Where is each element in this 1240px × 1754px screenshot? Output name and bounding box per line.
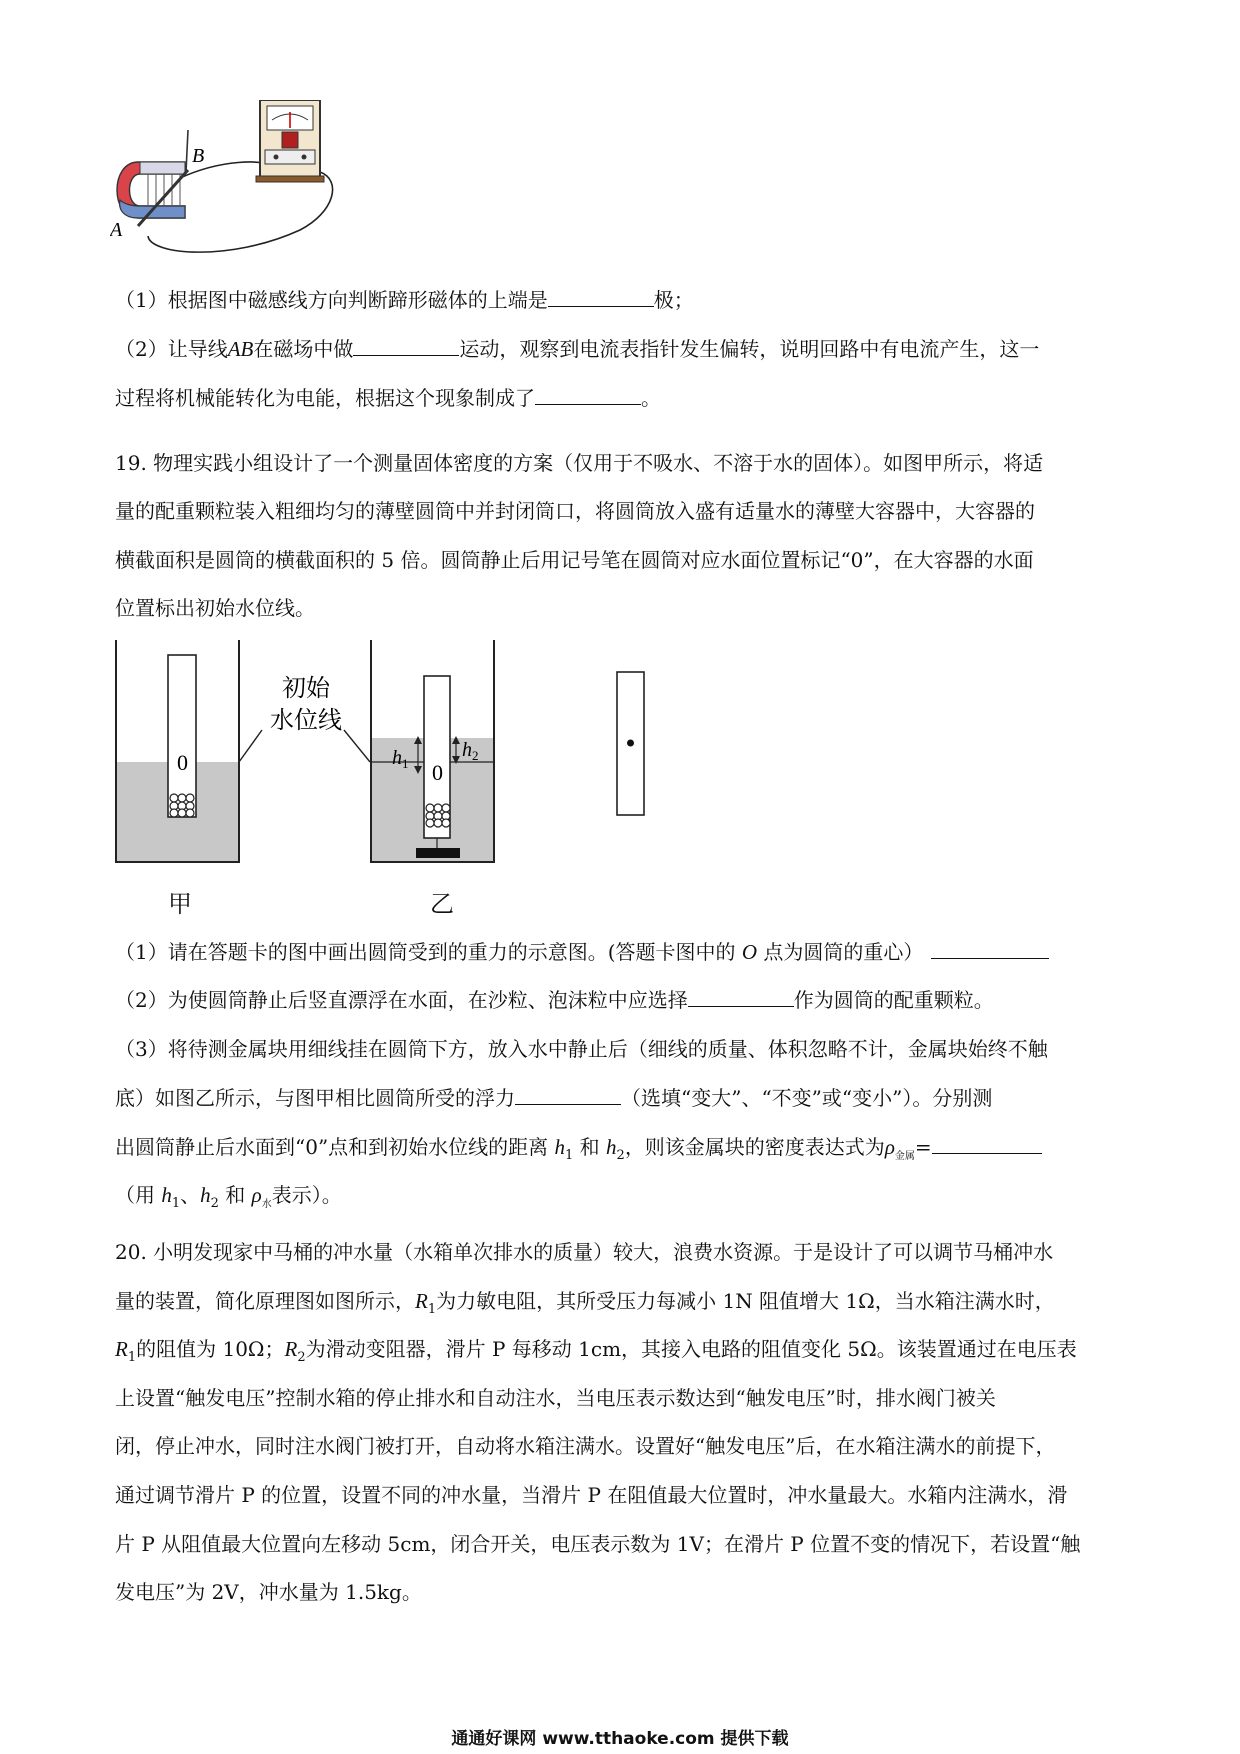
cylinder-figure xyxy=(112,640,652,870)
caption-jia: 甲 xyxy=(168,890,192,918)
callout-pointer-right xyxy=(344,730,370,762)
q19-intro-1: 19. 物理实践小组设计了一个测量固体密度的方案（仅用于不吸水、不溶于水的固体）。如图甲所示，将适 xyxy=(115,451,1044,475)
answer-blank[interactable] xyxy=(353,335,459,356)
answer-blank[interactable] xyxy=(688,986,794,1007)
q18-part2-text: （2）让导线 xyxy=(115,337,228,361)
q18-part2-line2 xyxy=(115,384,661,412)
separator: 、 xyxy=(180,1183,201,1207)
q19-part1-text: （1）请在答题卡的图中画出圆筒受到的重力的示意图。(答题卡图中的 xyxy=(115,940,742,964)
var-h: h xyxy=(606,1135,617,1159)
q19-intro-2: 量的配重颗粒装入粗细均匀的薄壁圆筒中并封闭筒口，将圆筒放入盛有适量水的薄壁大容器中，大容器的 xyxy=(115,499,1035,523)
and-text: 和 xyxy=(218,1183,252,1207)
q19-part3-line3-text: 出圆筒静止后水面到“0”点和到初始水位线的距离 xyxy=(115,1135,555,1159)
sub-2: 2 xyxy=(297,1350,306,1365)
label-h2: $h_2$ xyxy=(462,739,479,763)
q18-part2-mid: 在磁场中做 xyxy=(253,337,354,361)
q20-line2-end: 为力敏电阻，其所受压力每减小 1N 阻值增大 1Ω，当水箱注满水时， xyxy=(436,1289,1055,1313)
q19-part2-text: （2）为使圆筒静止后竖直漂浮在水面，在沙粒、泡沫粒中应选择 xyxy=(115,988,688,1012)
equals-sign: = xyxy=(914,1135,932,1159)
conductor-rod-b xyxy=(186,130,188,172)
q19-part3-line3-mid: ，则该金属块的密度表达式为 xyxy=(624,1135,885,1159)
q19-part2 xyxy=(115,986,994,1014)
sub-water: 水 xyxy=(261,1199,272,1210)
q18-part1-text: （1）根据图中磁感线方向判断蹄形磁体的上端是 xyxy=(115,288,548,312)
q20-line7: 片 P 从阻值最大位置向左移动 5cm，闭合开关，电压表示数为 1V；在滑片 P 位置不变的情况下，若设置“触 xyxy=(115,1532,1081,1556)
sub-metal: 金属 xyxy=(894,1151,915,1162)
q20-line8: 发电压”为 2V，冲水量为 1.5kg。 xyxy=(115,1580,422,1604)
answer-blank[interactable] xyxy=(535,384,641,405)
label-zero-jia: 0 xyxy=(177,750,188,775)
galvanometer-coil xyxy=(282,132,298,148)
q19-part3-line2-end: （选填“变大”、“不变”或“变小”）。分别测 xyxy=(621,1086,993,1110)
label-h1: $h_1$ xyxy=(392,747,409,771)
magnetic-field-lines xyxy=(148,174,180,206)
q18-part1-end: 极； xyxy=(653,288,694,312)
q20-line3-mid: 的阻值为 10Ω； xyxy=(136,1337,285,1361)
sub-1: 1 xyxy=(127,1350,137,1365)
callout-line1: 初始 xyxy=(282,674,330,702)
var-h: h xyxy=(161,1183,172,1207)
var-h: h xyxy=(200,1183,211,1207)
q19-intro-3: 横截面积是圆筒的横截面积的 5 倍。圆筒静止后用记号笔在圆筒对应水面位置标记“0”，在大容器的水面 xyxy=(115,548,1034,572)
answer-blank[interactable] xyxy=(548,286,654,307)
and-text: 和 xyxy=(573,1135,607,1159)
sub-2: 2 xyxy=(210,1196,219,1211)
q19-part2-end: 作为圆筒的配重颗粒。 xyxy=(793,988,994,1012)
q19-part3-line2-text: 底）如图乙所示，与图甲相比圆筒所受的浮力 xyxy=(115,1086,515,1110)
sub-1: 1 xyxy=(427,1302,437,1317)
label-b: B xyxy=(192,145,205,167)
q19-intro-4: 位置标出初始水位线。 xyxy=(115,596,315,620)
q19-part3-line3 xyxy=(115,1133,1042,1171)
q19-part1 xyxy=(115,938,1049,966)
sub-2: 2 xyxy=(616,1148,625,1163)
callout-line2: 水位线 xyxy=(270,706,342,734)
q18-part2-line2-end: 。 xyxy=(641,386,661,410)
q20-line2 xyxy=(115,1287,1055,1324)
metal-block-yi xyxy=(416,848,460,858)
terminal-right xyxy=(302,155,307,160)
q19-part3-line1: （3）将待测金属块用细线挂在圆筒下方，放入水中静止后（细线的质量、体积忽略不计，金属块始终不触 xyxy=(115,1037,1048,1061)
q20-line3 xyxy=(115,1335,1077,1372)
q20-line3-end: 为滑动变阻器，滑片 P 每移动 1cm，其接入电路的阻值变化 5Ω。该装置通过在电压表 xyxy=(305,1337,1077,1361)
magnet-top-arm xyxy=(140,162,185,174)
galvanometer-foot xyxy=(256,176,324,182)
center-of-gravity-dot xyxy=(627,740,634,747)
cylinder-jia xyxy=(168,655,196,817)
sub-1: 1 xyxy=(171,1196,181,1211)
var-rho: ρ xyxy=(884,1135,895,1159)
q20-line6: 通过调节滑片 P 的位置，设置不同的冲水量，当滑片 P 在阻值最大位置时，冲水量最大。水箱内注满水，滑 xyxy=(115,1483,1068,1507)
var-h: h xyxy=(554,1135,566,1159)
label-o: O xyxy=(741,940,758,964)
label-ab: AB xyxy=(227,337,254,361)
q19-part3-line4 xyxy=(115,1181,342,1219)
label-zero-yi: 0 xyxy=(432,760,443,785)
callout-pointer-left xyxy=(239,730,262,762)
q19-part3-line4-text: （用 xyxy=(115,1183,162,1207)
answer-blank[interactable] xyxy=(932,1133,1042,1154)
var-r: R xyxy=(415,1289,428,1313)
sub-1: 1 xyxy=(565,1148,574,1163)
weight-particles-yi xyxy=(426,804,450,827)
footer-download-note: 通通好课网 www.tthaoke.com 提供下载 xyxy=(451,1729,789,1749)
q20-line4: 上设置“触发电压”控制水箱的停止排水和自动注水，当电压表示数达到“触发电压”时，排水阀门被关 xyxy=(115,1386,996,1410)
q19-part1-end: 点为圆筒的重心） xyxy=(757,940,924,964)
var-rho: ρ xyxy=(251,1183,262,1207)
magnet-galvanometer-figure xyxy=(110,100,370,275)
caption-yi: 乙 xyxy=(430,890,454,918)
q20-line1: 20. 小明发现家中马桶的冲水量（水箱单次排水的质量）较大，浪费水资源。于是设计了可以调节马桶冲水 xyxy=(115,1240,1054,1264)
answer-blank[interactable] xyxy=(515,1084,621,1105)
var-r: R xyxy=(115,1337,128,1361)
q19-part3-line2 xyxy=(115,1084,992,1112)
galvanometer-base xyxy=(265,150,315,164)
q20-line2-text: 量的装置，简化原理图如图所示， xyxy=(115,1289,415,1313)
weight-particles-jia xyxy=(170,794,194,817)
label-a: A xyxy=(110,219,123,241)
var-r: R xyxy=(284,1337,298,1361)
q18-part2 xyxy=(115,335,1039,363)
q18-part2-line2-text: 过程将机械能转化为电能，根据这个现象制成了 xyxy=(115,386,535,410)
q19-part3-line4-end: 表示）。 xyxy=(271,1183,342,1207)
answer-blank[interactable] xyxy=(931,938,1049,959)
terminal-left xyxy=(274,155,279,160)
q18-part1 xyxy=(115,286,694,314)
q20-line5: 闭，停止冲水，同时注水阀门被打开，自动将水箱注满水。设置好“触发电压”后，在水箱注满水的前提下， xyxy=(115,1434,1056,1458)
q18-part2-end: 运动，观察到电流表指针发生偏转，说明回路中有电流产生，这一 xyxy=(459,337,1040,361)
